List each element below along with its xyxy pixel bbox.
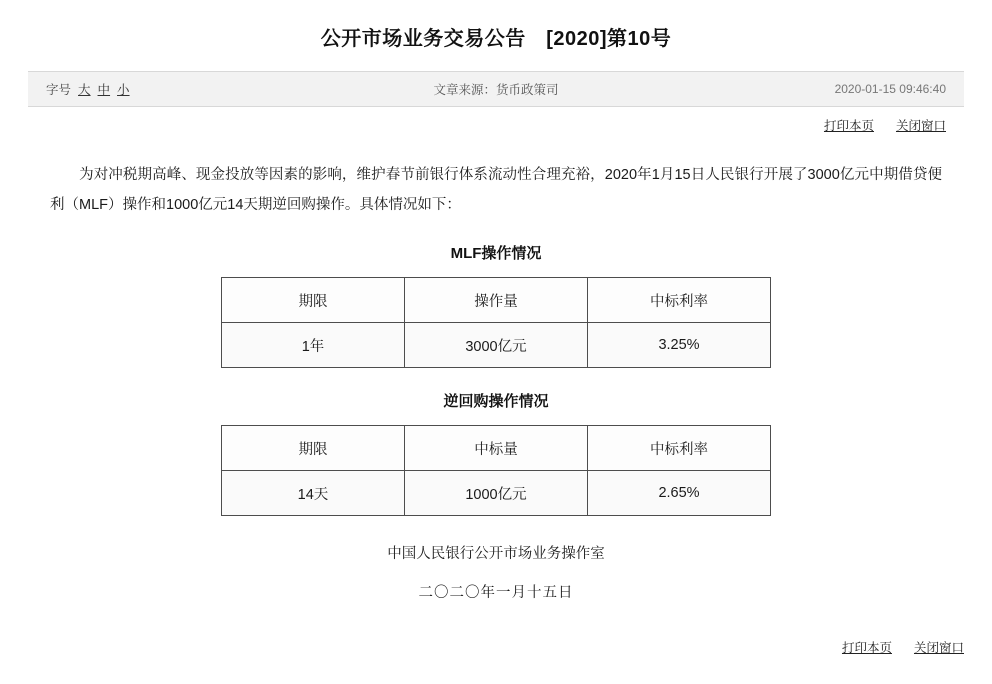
reverse-repo-table [221, 425, 771, 516]
font-size-large[interactable]: 大 [78, 83, 91, 97]
table-cell: 3000亿元 [405, 323, 588, 368]
table-header-cell: 中标利率 [588, 426, 771, 471]
table-cell: 14天 [222, 471, 405, 516]
print-page-link[interactable]: 打印本页 [823, 119, 874, 133]
paragraph-text: 为对冲税期高峰、现金投放等因素的影响，维护春节前银行体系流动性合理充裕，2020年1月15日人民银行开展了3000亿元中期借贷便利（MLF）操作和1000亿元14天期逆回购操作。具体情况如下： [50, 167, 942, 213]
table-header-row [222, 278, 771, 323]
signature-date: 二〇二〇年一月十五日 [418, 585, 574, 601]
close-window-link[interactable]: 关闭窗口 [895, 119, 946, 133]
table-cell: 1年 [222, 323, 405, 368]
table-title-reverse-repo: 逆回购操作情况 [443, 393, 549, 410]
table-title-mlf: MLF操作情况 [450, 245, 542, 262]
font-size-small[interactable]: 小 [117, 83, 130, 97]
article-source: 文章来源：货币政策司 [433, 83, 559, 97]
action-row-top [28, 107, 964, 134]
page-title: 公开市场业务交易公告 [2020]第10号 [320, 28, 672, 50]
action-row-bottom [842, 638, 964, 656]
table-header-cell: 期限 [222, 278, 405, 323]
meta-bar [28, 71, 964, 107]
publish-timestamp: 2020-01-15 09:46:40 [834, 82, 946, 96]
table-header-cell: 中标利率 [588, 278, 771, 323]
table-cell: 3.25% [588, 323, 771, 368]
signature-organization: 中国人民银行公开市场业务操作室 [387, 546, 605, 562]
font-size-medium[interactable]: 中 [97, 83, 111, 97]
table-header-cell: 操作量 [405, 278, 588, 323]
table-cell: 1000亿元 [405, 471, 588, 516]
table-row [222, 471, 771, 516]
table-header-row [222, 426, 771, 471]
table-cell: 2.65% [588, 471, 771, 516]
close-window-link-bottom[interactable]: 关闭窗口 [913, 641, 964, 655]
table-header-cell: 期限 [222, 426, 405, 471]
mlf-table [221, 277, 771, 368]
table-row [222, 323, 771, 368]
body-paragraph [50, 160, 942, 220]
font-size-label: 字号 [46, 83, 72, 97]
table-header-cell: 中标量 [405, 426, 588, 471]
print-page-link-bottom[interactable]: 打印本页 [841, 641, 892, 655]
